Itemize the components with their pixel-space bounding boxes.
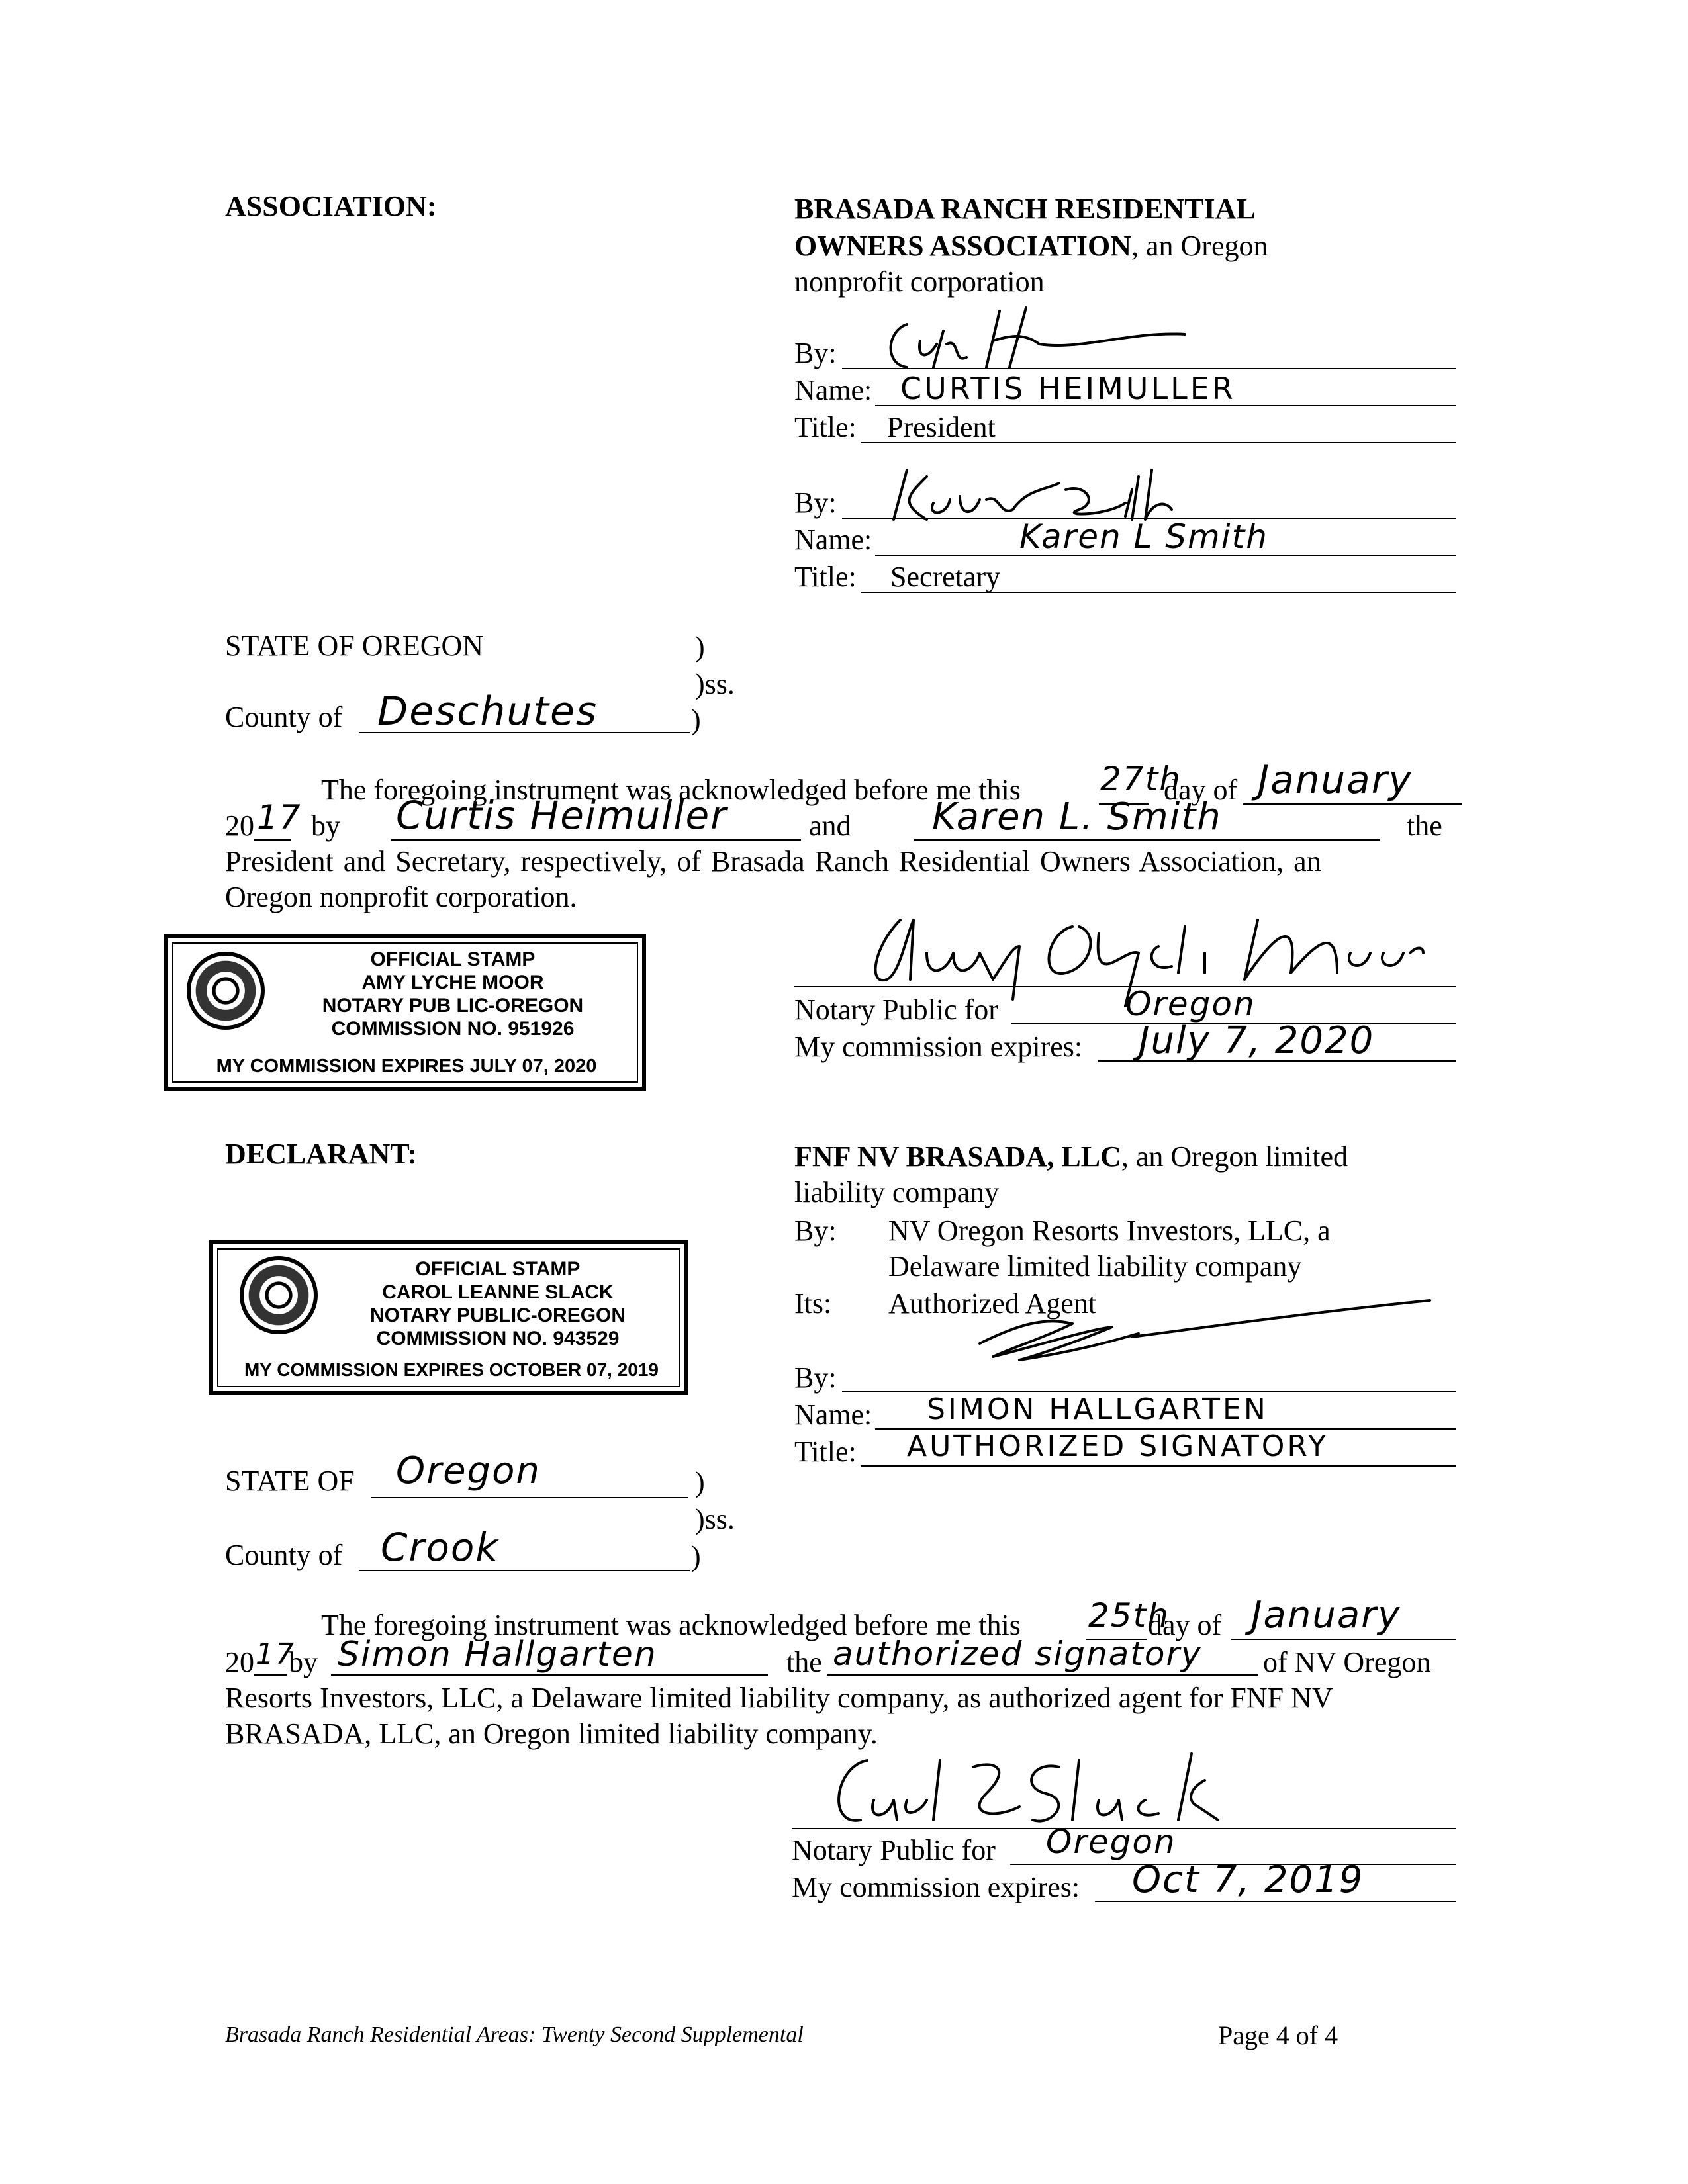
- association-heading: ASSOCIATION:: [225, 190, 437, 222]
- stamp1-line2: AMY LYCHE MOOR: [361, 972, 544, 993]
- ack1-and-word: and: [809, 809, 851, 842]
- declarant-entity-line2: liability company: [794, 1176, 1000, 1208]
- ack2-text-day-of: day of: [1148, 1609, 1222, 1641]
- ack2-state-line: [371, 1497, 688, 1498]
- ack2-paren-bottom: ): [691, 1540, 701, 1572]
- ack2-day-value: 25th: [1088, 1596, 1170, 1635]
- ack1-month-line: [1243, 803, 1462, 805]
- ack2-ss: )ss.: [695, 1503, 735, 1535]
- stamp1-line3: NOTARY PUB LIC-OREGON: [322, 995, 584, 1017]
- stamp2-text: [319, 1257, 677, 1350]
- ack2-year-prefix: 20: [225, 1646, 254, 1678]
- stamp2-line3: NOTARY PUBLIC-OREGON: [369, 1304, 626, 1326]
- stamp1-text: [267, 948, 638, 1040]
- ack2-paren-top: ): [695, 1466, 705, 1498]
- ack2-state-value: Oregon: [396, 1449, 541, 1492]
- oregon-state-seal-icon: [240, 1256, 318, 1334]
- declarant-by-label: By:: [794, 1214, 837, 1247]
- ack1-name1-value: Curtis Heimuller: [396, 793, 728, 838]
- stamp2-line4: COMMISSION NO. 943529: [376, 1328, 620, 1349]
- footer-document-title: Brasada Ranch Residential Areas: Twenty Second Supplemental: [225, 2023, 804, 2047]
- ack2-capacity-value: authorized signatory: [833, 1635, 1202, 1673]
- declarant-entity-suffix: , an Oregon limited: [1121, 1140, 1348, 1173]
- notary1-expires-label: My commission expires:: [794, 1030, 1083, 1063]
- notary1-expires-value: July 7, 2020: [1139, 1019, 1375, 1062]
- ack1-by-word: by: [311, 809, 340, 842]
- ack1-text-day-of: day of: [1164, 774, 1238, 806]
- ack2-month-line: [1231, 1639, 1456, 1640]
- declarant-sign-by-label: By:: [794, 1361, 837, 1394]
- declarant-name-label: Name:: [794, 1398, 872, 1431]
- ack1-day-value: 27th: [1100, 760, 1182, 798]
- ack1-name2-value: Karen L. Smith: [932, 796, 1222, 839]
- notary2-expires-value: Oct 7, 2019: [1132, 1858, 1364, 1901]
- declarant-title-value: AUTHORIZED SIGNATORY: [907, 1430, 1329, 1463]
- declarant-title-label: Title:: [794, 1435, 857, 1468]
- signer1-title-value: President: [887, 411, 996, 443]
- signer1-name-label: Name:: [794, 374, 872, 406]
- ack1-state-line: STATE OF OREGON: [225, 629, 484, 662]
- notary1-state-value: Oregon: [1125, 985, 1256, 1023]
- ack1-text-before-day: The foregoing instrument was acknowledged before me this: [321, 774, 1021, 806]
- ack2-county-line: [359, 1570, 690, 1571]
- stamp1-line4: COMMISSION NO. 951926: [331, 1018, 575, 1040]
- declarant-its-value: Authorized Agent: [888, 1287, 1097, 1320]
- ack1-year-suffix: 17: [257, 798, 302, 837]
- stamp2-line2: CAROL LEANNE SLACK: [382, 1281, 614, 1303]
- ack2-county-label: County of: [225, 1539, 343, 1571]
- declarant-by-value-line1: NV Oregon Resorts Investors, LLC, a: [888, 1214, 1331, 1247]
- ack1-month-value: January: [1258, 757, 1413, 802]
- notary2-public-label: Notary Public for: [792, 1834, 996, 1866]
- signer1-name-value: CURTIS HEIMULLER: [900, 371, 1236, 406]
- ack2-capacity-line: [827, 1674, 1258, 1676]
- declarant-by-value-line2: Delaware limited liability company: [888, 1250, 1302, 1283]
- declarant-entity-name: FNF NV BRASADA, LLC: [794, 1140, 1121, 1173]
- signer2-title-label: Title:: [794, 561, 857, 593]
- signer2-title-value: Secretary: [890, 561, 1001, 593]
- ack2-name-value: Simon Hallgarten: [338, 1635, 657, 1674]
- signer1-title-label: Title:: [794, 411, 857, 443]
- ack2-text-line4: BRASADA, LLC, an Oregon limited liability company.: [225, 1717, 878, 1750]
- ack2-text-line3: Resorts Investors, LLC, a Delaware limited liability company, as authorized agent for FNF NV: [225, 1682, 1333, 1714]
- association-entity-name: OWNERS ASSOCIATION: [794, 230, 1131, 262]
- declarant-its-label: Its:: [794, 1287, 832, 1320]
- signer2-by-label: By:: [794, 486, 837, 519]
- association-entity-line3: nonprofit corporation: [794, 265, 1045, 298]
- ack1-year-line: [254, 839, 291, 841]
- oregon-state-seal-icon: [187, 952, 265, 1030]
- notary2-expires-label: My commission expires:: [792, 1871, 1080, 1903]
- notary-stamp-amy-lyche-moor: [164, 934, 646, 1091]
- ack2-of-text: of NV Oregon: [1263, 1646, 1431, 1678]
- ack2-the-word: the: [786, 1646, 822, 1678]
- ack1-name1-line: [391, 839, 801, 841]
- declarant-heading: DECLARANT:: [225, 1138, 418, 1170]
- ack1-the-word: the: [1407, 809, 1442, 842]
- signer2-name-value: Karen L Smith: [1019, 518, 1268, 556]
- ack1-paren-bottom: ): [691, 704, 701, 736]
- ack2-year-suffix: 17: [256, 1637, 295, 1671]
- signature-curtis-heimuller: [880, 304, 1211, 377]
- ack1-text-line4: Oregon nonprofit corporation.: [225, 881, 577, 913]
- ack1-name2-line: [914, 839, 1380, 841]
- stamp2-line1: OFFICIAL STAMP: [415, 1258, 581, 1280]
- stamp1-line1: OFFICIAL STAMP: [370, 948, 536, 970]
- signer1-by-label: By:: [794, 337, 837, 369]
- ack1-text-line3: President and Secretary, respectively, of Brasada Ranch Residential Owners Association, an: [225, 845, 1321, 878]
- signer2-name-label: Name:: [794, 523, 872, 556]
- ack2-county-value: Crook: [381, 1525, 499, 1570]
- notary1-public-label: Notary Public for: [794, 993, 998, 1026]
- ack1-county-value: Deschutes: [377, 688, 598, 735]
- ack1-county-label: County of: [225, 701, 343, 733]
- ack2-state-label: STATE OF: [225, 1465, 355, 1497]
- association-entity-suffix: , an Oregon: [1131, 230, 1268, 262]
- stamp2-line5: MY COMMISSION EXPIRES OCTOBER 07, 2019: [244, 1359, 659, 1380]
- ack1-year-prefix: 20: [225, 809, 254, 842]
- ack2-by-word: by: [289, 1646, 318, 1678]
- declarant-entity-line1: [794, 1140, 1348, 1173]
- notary2-state-value: Oregon: [1046, 1823, 1176, 1861]
- signature-simon-hallgarten: [966, 1297, 1443, 1370]
- footer-page-number: Page 4 of 4: [1218, 2021, 1338, 2050]
- stamp1-line5: MY COMMISSION EXPIRES JULY 07, 2020: [216, 1056, 597, 1077]
- declarant-name-value: SIMON HALLGARTEN: [927, 1392, 1268, 1426]
- notary-stamp-carol-leanne-slack: [209, 1240, 688, 1395]
- ack2-year-line: [254, 1674, 287, 1676]
- ack1-paren-top: ): [695, 631, 705, 663]
- association-entity-line2: [794, 229, 1268, 263]
- declarant-title-line: [861, 1465, 1456, 1467]
- ack2-name-line: [331, 1674, 768, 1676]
- ack2-text-before-day: The foregoing instrument was acknowledged before me this: [321, 1609, 1021, 1641]
- association-entity-line1: BRASADA RANCH RESIDENTIAL: [794, 193, 1256, 225]
- ack2-month-value: January: [1251, 1594, 1401, 1637]
- ack1-ss: )ss.: [695, 668, 735, 700]
